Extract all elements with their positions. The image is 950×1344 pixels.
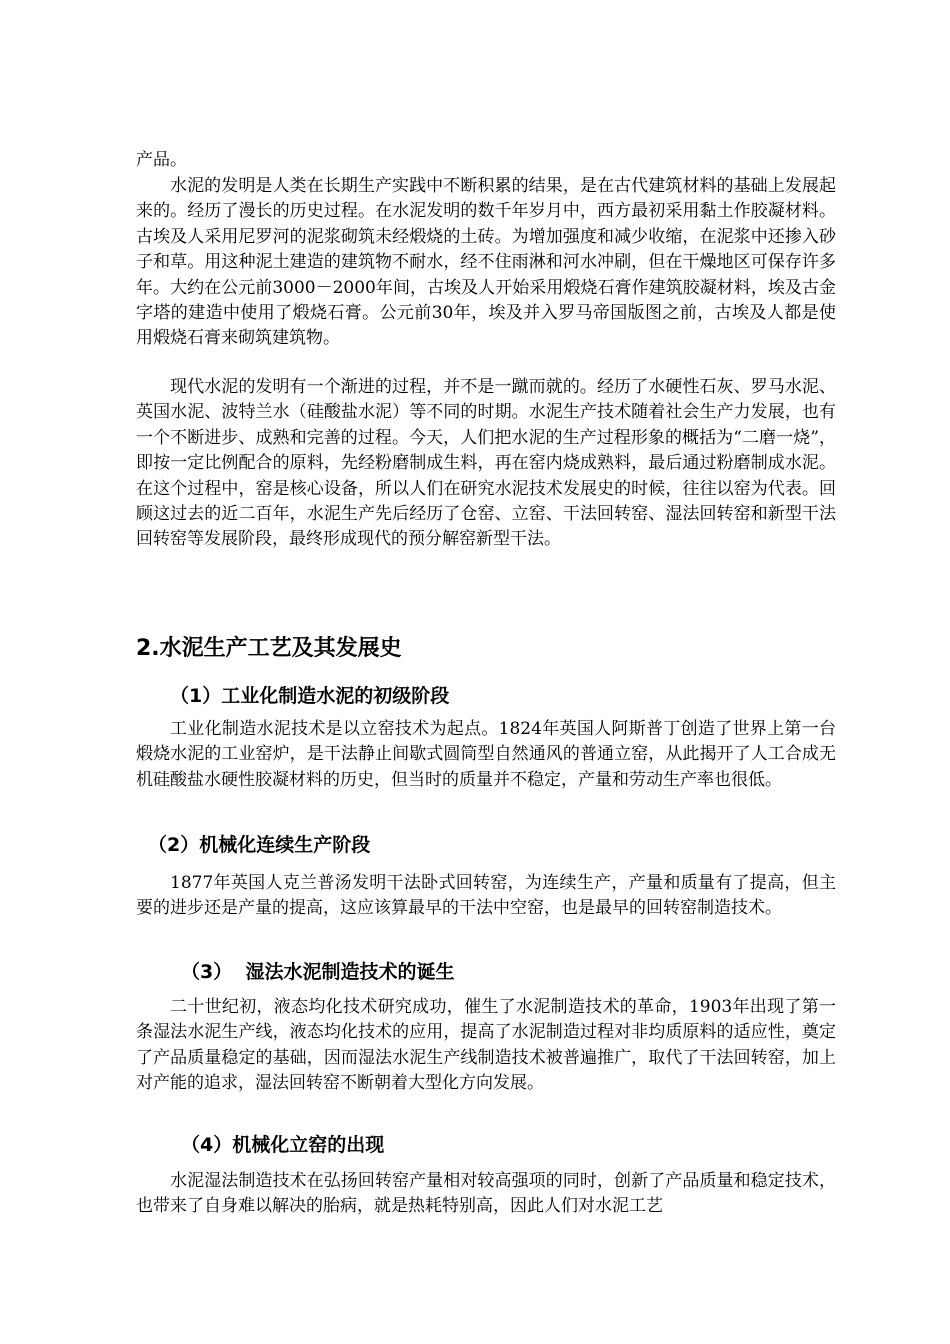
paragraph-cement-invention: 水泥的发明是人类在长期生产实践中不断积累的结果，是在古代建筑材料的基础上发展起来的。经历了漫长的历史过程。在水泥发明的数千年岁月中，西方最初采用黏土作胶凝材料。古埃及人采用尼罗河的泥浆砌筑未经煅烧的土砖。为增加强度和减少收缩，在泥浆中还掺入砂子和草。用这种泥土建造的建筑物不耐水，经不住雨淋和河水冲刷，但在干燥地区可保存许多年。大约在公元前3000－2000年间，古埃及人开始采用煅烧石膏作建筑胶凝材料，埃及古金字塔的建造中使用了煅烧石膏。公元前30年，埃及并入罗马帝国版图之前，古埃及人都是使用煅烧石膏来砌筑建筑物。 bbox=[136, 176, 836, 349]
paragraph-continuation: 产品。 bbox=[136, 150, 187, 170]
subsection-heading-2: （2）机械化连续生产阶段 bbox=[148, 834, 371, 856]
paragraph-modern-cement: 现代水泥的发明有一个渐进的过程，并不是一蹴而就的。经历了水硬性石灰、罗马水泥、英国水泥、波特兰水（硅酸盐水泥）等不同的时期。水泥生产技术随着社会生产力发展，也有一个不断进步、成熟和完善的过程。今天，人们把水泥的生产过程形象的概括为“二磨一烧”，即按一定比例配合的原料，先经粉磨制成生料，再在窑内烧成熟料，最后通过粉磨制成水泥。在这个过程中，窑是核心设备，所以人们在研究水泥技术发展史的时候，往往以窑为代表。回顾这过去的近二百年，水泥生产先后经历了仓窑、立窑、干法回转窑、湿法回转窑和新型干法回转窑等发展阶段，最终形成现代的预分解窑新型干法。 bbox=[136, 377, 836, 550]
section-heading: 2.水泥生产工艺及其发展史 bbox=[136, 636, 402, 661]
paragraph-wet-process: 二十世纪初，液态均化技术研究成功，催生了水泥制造技术的革命，1903年出现了第一条湿法水泥生产线，液态均化技术的应用，提高了水泥制造过程对非均质原料的适应性，奠定了产品质量稳定的基础，因而湿法水泥生产线制造技术被普遍推广，取代了干法回转窑，加上对产能的追求，湿法回转窑不断朝着大型化方向发展。 bbox=[136, 997, 836, 1094]
paragraph-industrial-stage: 工业化制造水泥技术是以立窑技术为起点。1824年英国人阿斯普丁创造了世界上第一台煅烧水泥的工业窑炉，是干法静止间歇式圆筒型自然通风的普通立窑，从此揭开了人工合成无机硅酸盐水硬性胶凝材料的历史，但当时的质量并不稳定，产量和劳动生产率也很低。 bbox=[136, 719, 836, 790]
paragraph-mechanized-stage: 1877年英国人克兰普汤发明干法卧式回转窑，为连续生产，产量和质量有了提高，但主要的进步还是产量的提高，这应该算最早的干法中空窑，也是最早的回转窑制造技术。 bbox=[136, 873, 836, 919]
subsection-heading-1: （1）工业化制造水泥的初级阶段 bbox=[170, 685, 450, 707]
paragraph-vertical-kiln: 水泥湿法制造技术在弘扬回转窑产量相对较高强项的同时，创新了产品质量和稳定技术，也带来了自身难以解决的胎病，就是热耗特别高，因此人们对水泥工艺 bbox=[136, 1171, 836, 1217]
subsection-heading-3: （3） 湿法水泥制造技术的诞生 bbox=[181, 961, 455, 983]
subsection-heading-4: （4）机械化立窑的出现 bbox=[181, 1134, 385, 1156]
